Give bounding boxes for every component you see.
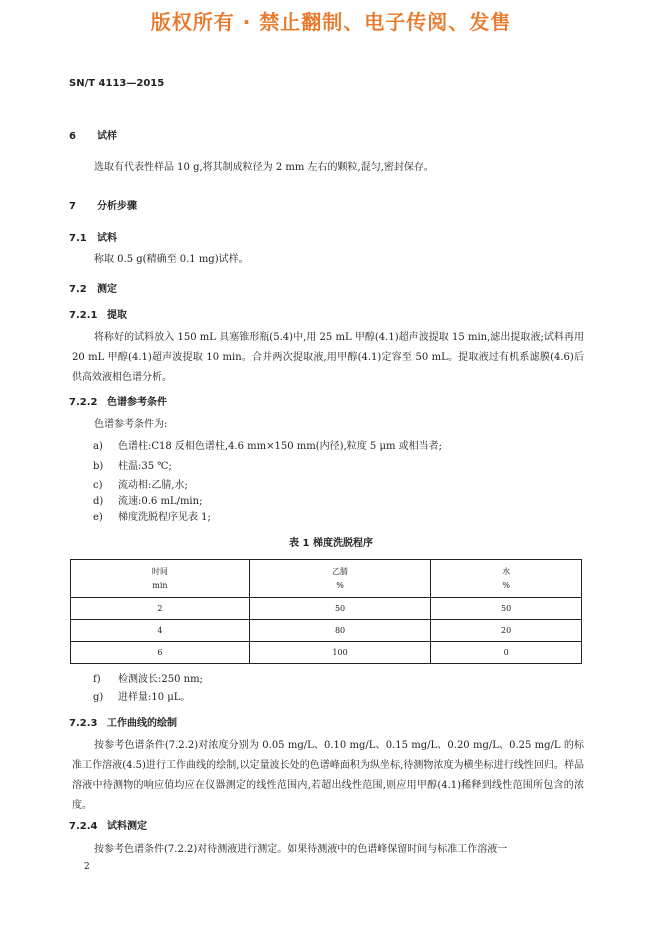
section-7-2-3-text: 按参考色谱条件(7.2.2)对浓度分别为 0.05 mg/L、0.10 mg/L、0.15 mg/L、0.20 mg/L、0.25 mg/L 的标准工作溶液(4.5)进行工作曲线的绘制,以定量波长处的色谱峰面积为纵坐标,待测物浓度为横坐标进行线性回归。样品溶液中待测物的响应值均应在仪器测定的线性范围内,若超出线性范围,则应用甲醇(4.1)稀释到线性范围所包含的浓度。 bbox=[72, 740, 584, 811]
section-7-2-heading bbox=[69, 280, 117, 295]
list-item bbox=[93, 457, 172, 472]
header-water bbox=[431, 560, 582, 598]
section-7-2-2-heading bbox=[69, 393, 167, 408]
list-text: 流速:0.6 mL/min; bbox=[118, 496, 203, 507]
list-marker: a) bbox=[93, 441, 103, 452]
table-header-row bbox=[71, 560, 582, 598]
table-cell: 80 bbox=[249, 620, 430, 642]
table-cell: 100 bbox=[249, 642, 430, 664]
list-text: 柱温:35 ℃; bbox=[118, 461, 172, 472]
section-7-2-1-heading bbox=[69, 306, 127, 321]
section-number: 7.2.2 bbox=[69, 397, 98, 408]
list-item bbox=[93, 688, 190, 703]
list-text: 进样量:10 μL。 bbox=[118, 692, 191, 703]
header-unit: min bbox=[152, 580, 168, 590]
table-cell: 6 bbox=[71, 642, 250, 664]
section-number: 7.1 bbox=[69, 233, 87, 244]
table-cell: 20 bbox=[431, 620, 582, 642]
section-number: 7.2 bbox=[69, 284, 87, 295]
section-title: 提取 bbox=[107, 310, 127, 321]
section-title: 试料 bbox=[97, 233, 117, 244]
list-item bbox=[93, 492, 202, 507]
list-marker: c) bbox=[93, 480, 103, 491]
header-name: 时间 bbox=[151, 566, 168, 576]
header-time bbox=[71, 560, 250, 598]
table-cell: 0 bbox=[431, 642, 582, 664]
list-item bbox=[93, 437, 442, 452]
section-number: 7.2.4 bbox=[69, 821, 98, 832]
table-cell: 2 bbox=[71, 598, 250, 620]
section-title: 测定 bbox=[97, 284, 117, 295]
section-7-1-heading bbox=[69, 229, 117, 244]
table-caption: 表 1 梯度洗脱程序 bbox=[289, 538, 373, 549]
table-row bbox=[71, 598, 582, 620]
section-7-2-4-text: 按参考色谱条件(7.2.2)对待测液进行测定。如果待测液中的色谱峰保留时间与标准工作溶液一 bbox=[94, 844, 508, 855]
list-item bbox=[93, 508, 211, 523]
gradient-table bbox=[70, 559, 582, 664]
list-marker: g) bbox=[93, 692, 104, 703]
table-cell: 50 bbox=[431, 598, 582, 620]
list-item bbox=[93, 476, 188, 491]
section-7-2-1-text: 将称好的试料放入 150 mL 具塞锥形瓶(5.4)中,用 25 mL 甲醇(4.1)超声波提取 15 min,滤出提取液;试料再用 20 mL 甲醇(4.1)超声波提取 10 min。合并两次提取液,用甲醇(4.1)定容至 50 mL。提取液过有机系滤膜(4.6)后供高效液相色谱分析。 bbox=[72, 332, 584, 383]
list-text: 梯度洗脱程序见表 1; bbox=[118, 512, 211, 523]
section-title: 工作曲线的绘制 bbox=[107, 718, 177, 729]
section-7-2-4-heading bbox=[69, 817, 147, 832]
list-item bbox=[93, 670, 203, 685]
section-6-text: 选取有代表性样品 10 g,将其制成粒径为 2 mm 左右的颗粒,混匀,密封保存。 bbox=[94, 162, 434, 173]
section-7-heading bbox=[69, 197, 137, 212]
page-number: 2 bbox=[84, 862, 90, 872]
section-title: 试样 bbox=[97, 131, 117, 142]
header-unit: % bbox=[336, 580, 344, 590]
list-marker: e) bbox=[93, 512, 103, 523]
section-title: 色谱参考条件 bbox=[107, 397, 167, 408]
header-acetonitrile bbox=[249, 560, 430, 598]
section-number: 6 bbox=[69, 131, 76, 142]
list-text: 流动相:乙腈,水; bbox=[118, 480, 188, 491]
section-number: 7.2.3 bbox=[69, 718, 98, 729]
list-text: 检测波长:250 nm; bbox=[118, 674, 203, 685]
table-row bbox=[71, 642, 582, 664]
table-row bbox=[71, 620, 582, 642]
standard-number: SN/T 4113—2015 bbox=[69, 78, 165, 89]
section-number: 7 bbox=[69, 201, 76, 212]
copyright-watermark: 版权所有 · 禁止翻制、电子传阅、发售 bbox=[150, 10, 512, 34]
section-6-heading bbox=[69, 127, 117, 142]
header-name: 乙腈 bbox=[332, 566, 349, 576]
list-marker: b) bbox=[93, 461, 104, 472]
section-number: 7.2.1 bbox=[69, 310, 98, 321]
table-cell: 50 bbox=[249, 598, 430, 620]
list-marker: f) bbox=[93, 674, 101, 685]
list-marker: d) bbox=[93, 496, 104, 507]
section-title: 试料测定 bbox=[107, 821, 147, 832]
table-cell: 4 bbox=[71, 620, 250, 642]
section-title: 分析步骤 bbox=[97, 201, 137, 212]
section-7-2-3-heading bbox=[69, 714, 177, 729]
header-unit: % bbox=[502, 580, 510, 590]
conditions-intro: 色谱参考条件为: bbox=[94, 419, 168, 430]
header-name: 水 bbox=[502, 566, 511, 576]
list-text: 色谱柱:C18 反相色谱柱,4.6 mm×150 mm(内径),粒度 5 μm 或相当者; bbox=[118, 441, 442, 452]
section-7-1-text: 称取 0.5 g(精确至 0.1 mg)试样。 bbox=[94, 254, 249, 265]
